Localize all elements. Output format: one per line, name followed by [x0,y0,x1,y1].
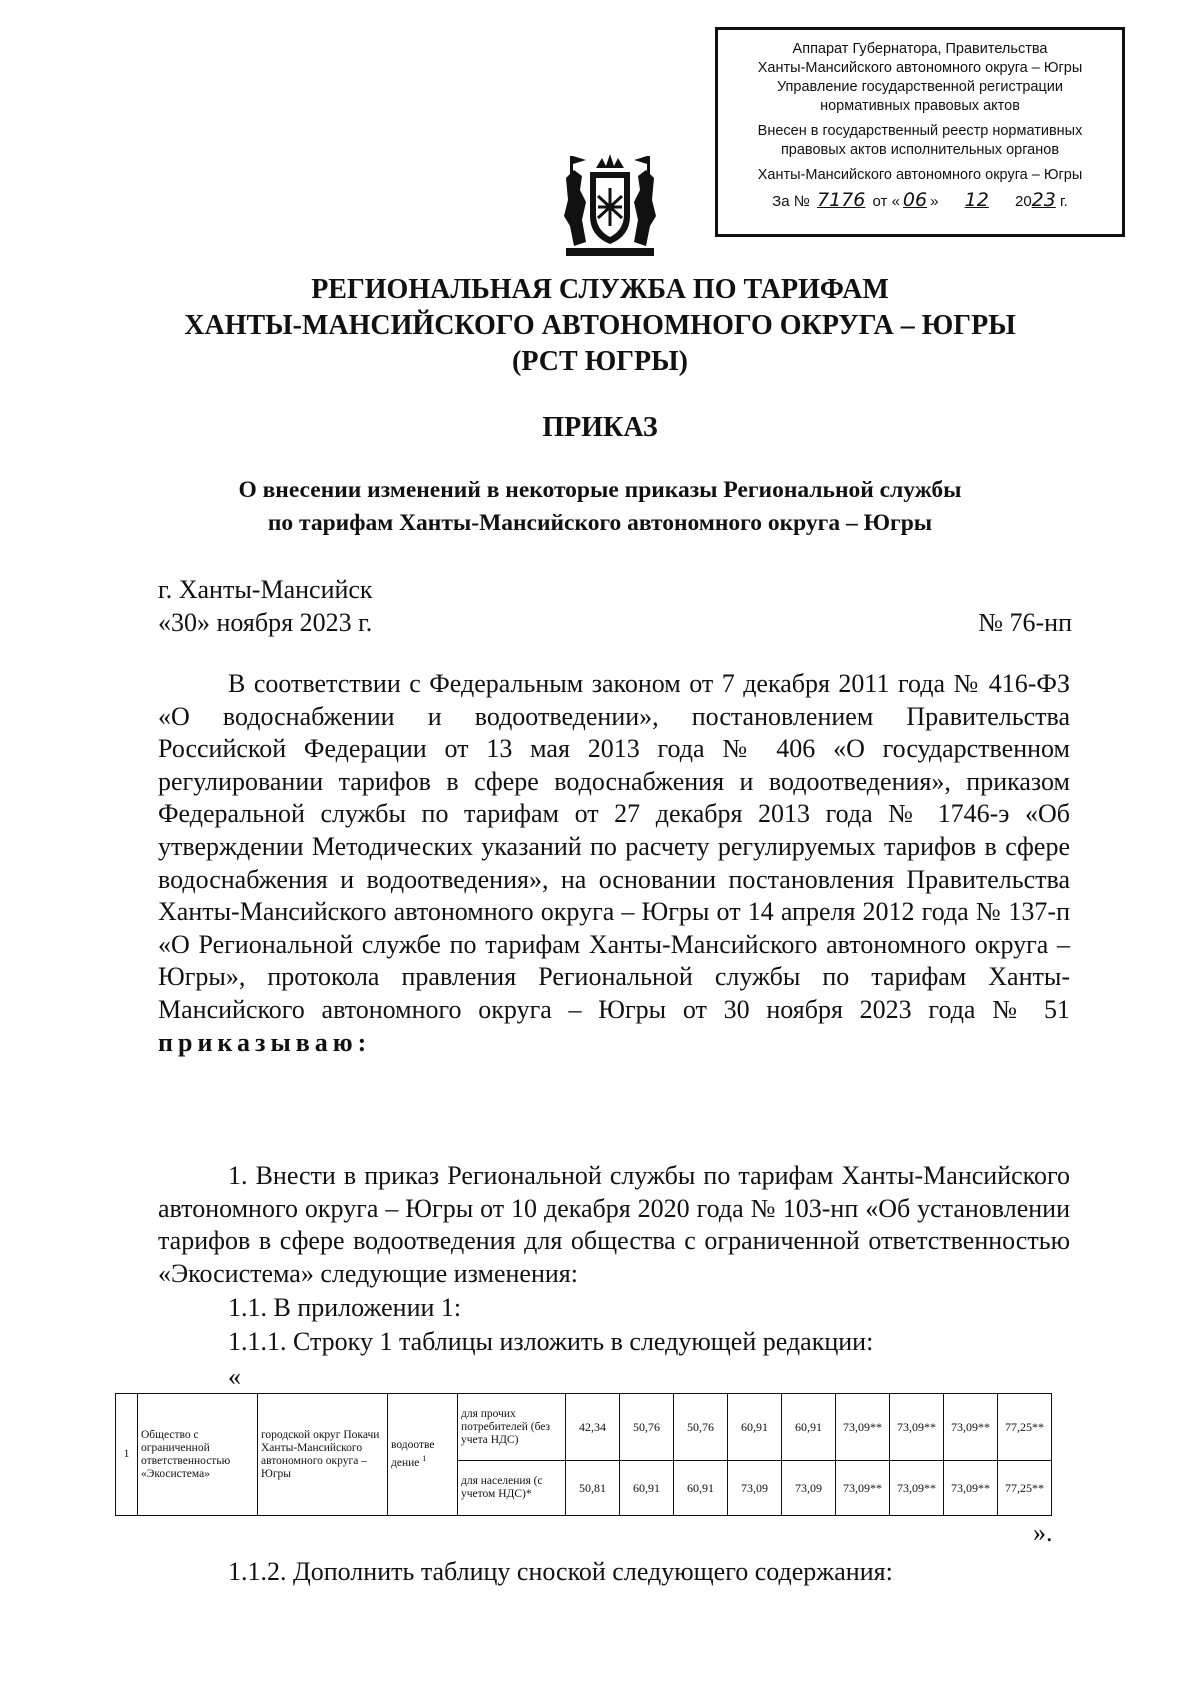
tariff-value: 50,76 [674,1394,728,1461]
subject-line: по тарифам Ханты-Мансийского автономного округа – Югры [267,510,933,536]
tariff-value: 60,91 [728,1394,782,1461]
service-footnote-mark: 1 [422,1454,427,1464]
tariff-value: 73,09** [890,1461,944,1516]
item-1-text: 1. Внести в приказ Региональной службы по тарифам Ханты-Мансийского автономного округа – Югры от 10 декабря 2020 года № 103-нп «Об установлении тарифов в сфере водоотведения для общества с ограниченной ответственностью «Экосистема» следующие изменения: [158,1161,1070,1288]
tariff-value: 60,91 [782,1394,836,1461]
tariff-value: 73,09** [944,1461,998,1516]
tariff-value: 73,09** [836,1394,890,1461]
stamp-line: Внесен в государственный реестр нормативных [757,123,1083,139]
organization-header [0,272,1200,380]
preamble-paragraph [158,668,1070,1059]
document-type: ПРИКАЗ [542,412,658,443]
tariff-value: 50,76 [620,1394,674,1461]
registration-stamp [715,27,1125,237]
stamp-line: Ханты-Мансийского автономного округа – Югры [757,60,1083,76]
tariff-value: 73,09** [890,1394,944,1461]
tariff-value: 60,91 [620,1461,674,1516]
tariff-value: 77,25** [998,1394,1052,1461]
tariff-value: 73,09 [782,1461,836,1516]
stamp-reg-year: 23 [1031,189,1056,211]
tariff-value: 42,34 [566,1394,620,1461]
stamp-line: Аппарат Губернатора, Правительства [792,41,1048,57]
document-date: «30» ноября 2023 г. [158,608,373,637]
tariff-value: 73,09** [836,1461,890,1516]
stamp-reg-year-prefix: 20 [1014,193,1032,210]
tariff-value: 73,09** [944,1394,998,1461]
preamble-text: В соответствии с Федеральным законом от 7 декабря 2011 года № 416-ФЗ «О водоснабжении и водоотведении», постановлением Правительства Российской Федерации от 13 мая 2013 года № 406 «О государственном регулировании тарифов в сфере водоснабжения и водоотведения», приказом Федеральной службы по тарифам от 27 декабря 2013 года № 1746-э «Об утверждении Методических указаний по расчету регулируемых тарифов в сфере водоснабжения и водоотведения», на основании постановления Правительства Ханты-Мансийского автономного округа – Югры от 14 апреля 2012 года № 137-п «О Региональной службе по тарифам Ханты-Мансийского автономного округа – Югры», протокола правления Региональной службы по тарифам Ханты-Мансийского автономного округа – Югры от 30 ноября 2023 года № 51 [158,669,1070,1024]
stamp-registration [728,191,1112,211]
stamp-reg-day: 06 [902,189,928,211]
stamp-reg-suffix: г. [1060,193,1068,210]
stamp-line: Ханты-Мансийского автономного округа – Югры [757,167,1083,183]
stamp-line: Управление государственной регистрации [776,79,1064,95]
organization-cell: Общество с ограниченной ответственностью «Экосистема» [138,1394,258,1516]
quote-close: ». [1033,1518,1053,1547]
document-number: № 76-нп [978,608,1072,637]
tariff-value: 77,25** [998,1461,1052,1516]
table-row [116,1394,1052,1461]
consumer-cell: для прочих потребителей (без учета НДС) [458,1394,566,1461]
place-date [158,573,373,639]
stamp-reg-quote: » [930,193,939,210]
stamp-line: правовых актов исполнительных органов [780,142,1060,158]
tariff-value: 60,91 [674,1461,728,1516]
service-text: водоотве дение [391,1439,435,1469]
subject-line: О внесении изменений в некоторые приказы Региональной службы [238,477,962,503]
stamp-line: нормативных правовых актов [820,98,1020,114]
consumer-cell: для населения (с учетом НДС)* [458,1461,566,1516]
quote-open: « [228,1362,241,1391]
row-number: 1 [116,1394,138,1516]
tariff-value: 73,09 [728,1461,782,1516]
org-line: РЕГИОНАЛЬНАЯ СЛУЖБА ПО ТАРИФАМ [311,274,889,305]
service-cell [388,1394,458,1516]
tariff-value: 50,81 [566,1461,620,1516]
org-line: ХАНТЫ-МАНСИЙСКОГО АВТОНОМНОГО ОКРУГА – ЮГРЫ [184,310,1016,341]
tariff-table [115,1393,1052,1516]
item-1-paragraph [158,1160,1070,1290]
stamp-reg-number: 7176 [816,189,866,211]
org-line: (РСТ ЮГРЫ) [512,346,688,377]
stamp-reg-from: от « [872,193,900,210]
item-1-1-1: 1.1.1. Строку 1 таблицы изложить в следующей редакции: [228,1327,874,1356]
order-word: приказываю [158,1027,358,1057]
order-colon: : [357,1027,367,1057]
municipality-cell: городской округ Покачи Ханты-Мансийского автономного округа – Югры [258,1394,388,1516]
city: г. Ханты-Мансийск [158,575,373,604]
stamp-reg-month: 12 [964,189,989,211]
stamp-reg-prefix: За № [772,193,810,210]
item-1-1: 1.1. В приложении 1: [228,1293,462,1322]
coat-of-arms-icon [560,150,660,262]
document-subject [0,474,1200,540]
item-1-1-2: 1.1.2. Дополнить таблицу сноской следующего содержания: [228,1557,893,1586]
